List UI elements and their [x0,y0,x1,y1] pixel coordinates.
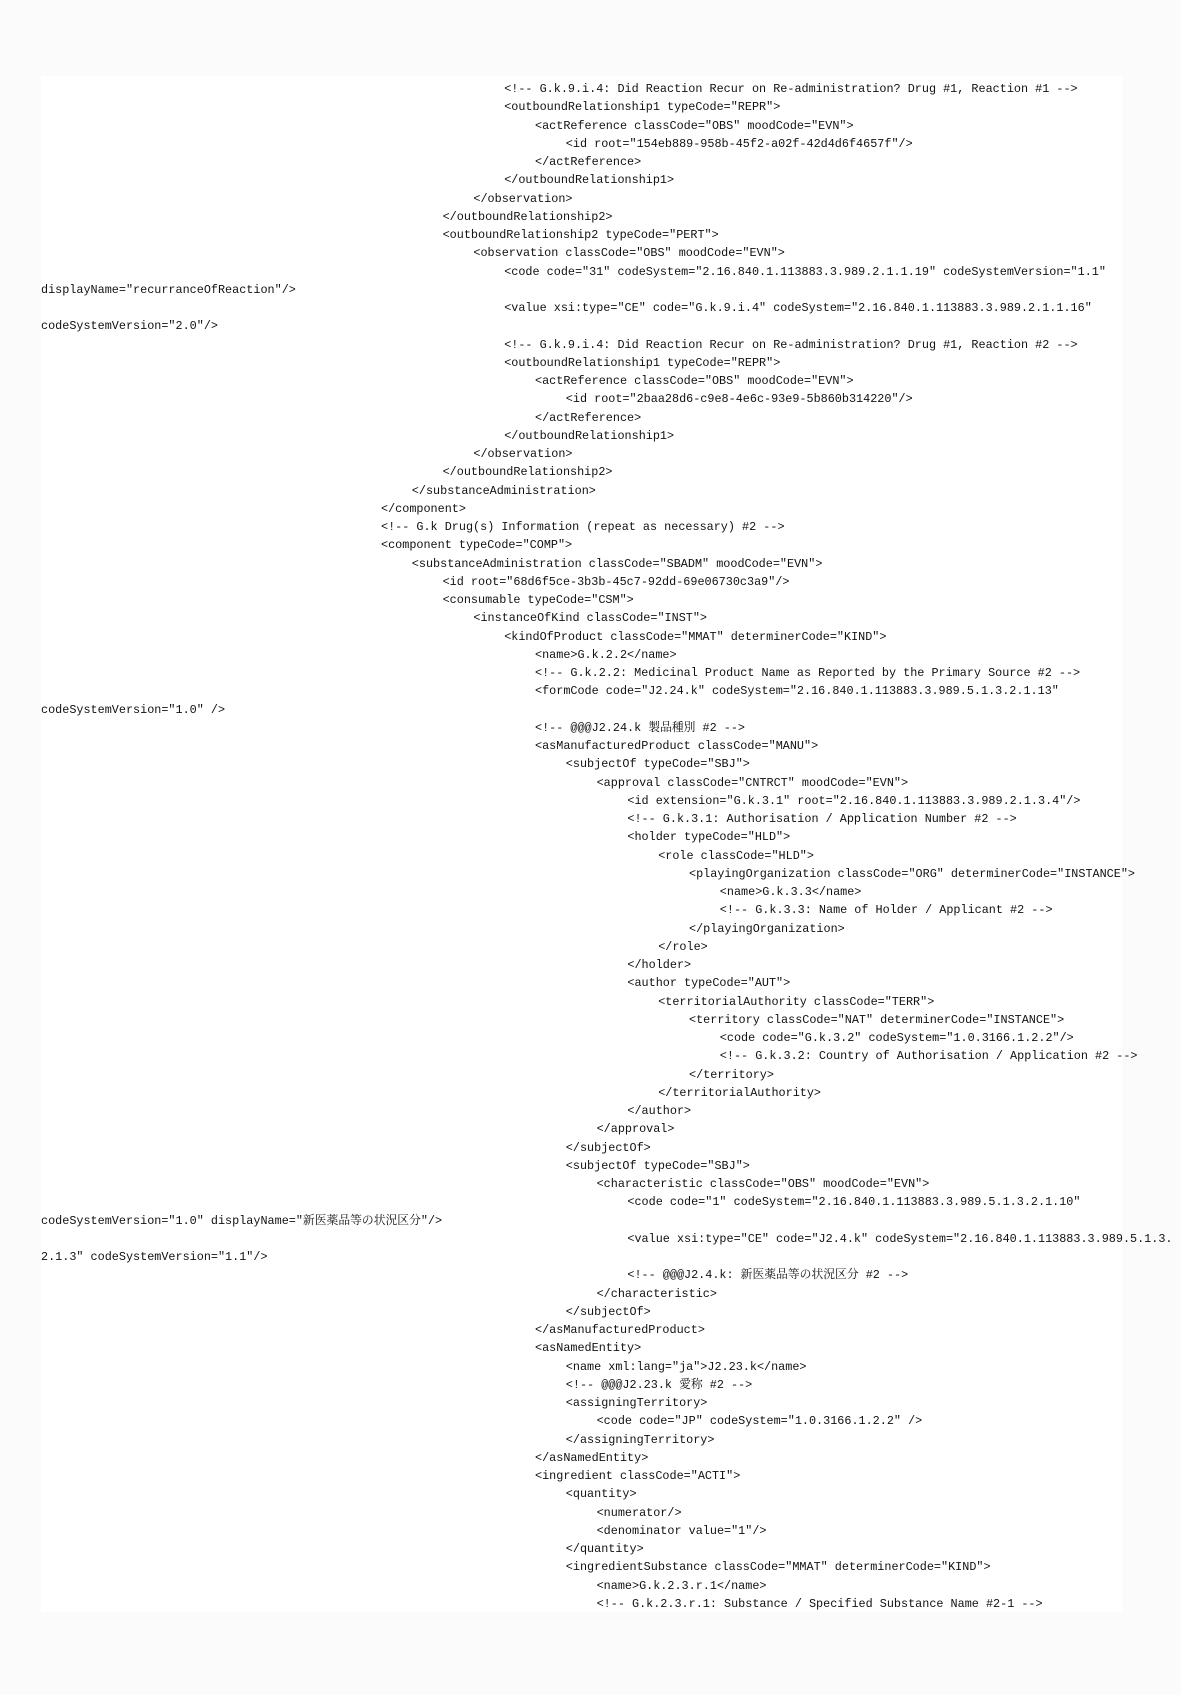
xml-code-line: </outboundRelationship2> [442,209,613,224]
xml-code-line: <id root="154eb889-958b-45f2-a02f-42d4d6f4657f"/> [565,136,913,151]
xml-code-line: <author typeCode="AUT"> [627,976,791,991]
xml-code-line: <outboundRelationship2 typeCode="PERT"> [442,228,719,242]
xml-code-line: <code code="1" codeSystem="2.16.840.1.113883.3.989.5.1.3.2.1.10" [627,1195,1081,1210]
xml-code-line: <asNamedEntity> [535,1341,642,1356]
xml-wrapped-line: 2.1.3" codeSystemVersion="1.1"/> [41,1250,268,1264]
xml-code-line: <approval classCode="CNTRCT" moodCode="EVN"> [596,775,909,790]
xml-code-line: </actReference> [535,410,642,425]
xml-comment-line: <!-- G.k.2.3.r.1: Substance / Specified Substance Name #2-1 --> [596,1596,1043,1611]
xml-code-line: </asNamedEntity> [535,1450,649,1465]
xml-comment-line: <!-- @@@J2.24.k 製品種別 #2 --> [535,720,746,735]
xml-code-line: </territorialAuthority> [658,1085,822,1100]
xml-code-line: <subjectOf typeCode="SBJ"> [565,1158,750,1173]
xml-code-line: <role classCode="HLD"> [658,848,814,863]
xml-code-line: <ingredient classCode="ACTI"> [535,1469,741,1483]
xml-code-line: </asManufacturedProduct> [535,1323,705,1337]
xml-comment-line: <!-- @@@J2.4.k: 新医薬品等の状況区分 #2 --> [627,1268,909,1283]
xml-code-line: <outboundRelationship1 typeCode="REPR"> [504,100,781,115]
xml-code-line: </playingOrganization> [689,921,845,936]
xml-code-line: <id extension="G.k.3.1" root="2.16.840.1.113883.3.989.2.1.3.4"/> [627,793,1081,808]
xml-code-line: <outboundRelationship1 typeCode="REPR"> [504,355,781,370]
xml-code-line: </characteristic> [596,1286,717,1301]
xml-code-line: </approval> [596,1122,675,1137]
xml-code-line: <value xsi:type="CE" code="J2.4.k" codeSystem="2.16.840.1.113883.3.989.5.1.3. [627,1231,1173,1246]
xml-code-line: <value xsi:type="CE" code="G.k.9.i.4" codeSystem="2.16.840.1.113883.3.989.2.1.1.16" [504,301,1092,315]
xml-code-line: <code code="31" codeSystem="2.16.840.1.113883.3.989.2.1.1.19" codeSystemVersion="1.1" [504,264,1106,279]
document-page [41,76,1173,1612]
xml-code-line: <ingredientSubstance classCode="MMAT" determinerCode="KIND"> [565,1560,991,1575]
xml-code-line: <name>G.k.2.2</name> [535,647,677,662]
xml-code-line: <substanceAdministration classCode="SBADM" moodCode="EVN"> [411,556,823,571]
xml-code-line: </outboundRelationship1> [504,173,675,188]
xml-code-line: <quantity> [565,1487,637,1502]
xml-comment-line: <!-- @@@J2.23.k 愛称 #2 --> [565,1377,753,1392]
xml-code-line: <code code="JP" codeSystem="1.0.3166.1.2.2" /> [596,1414,923,1429]
xml-code-line: </subjectOf> [565,1304,651,1319]
xml-code-line: <assigningTerritory> [565,1396,708,1410]
xml-code-line: <observation classCode="OBS" moodCode="EVN"> [473,246,785,261]
xml-code-line: <numerator/> [596,1505,682,1520]
xml-code-line: <actReference classCode="OBS" moodCode="EVN"> [535,118,854,133]
xml-code-line: <characteristic classCode="OBS" moodCode="EVN"> [596,1177,930,1191]
xml-code-line: <asManufacturedProduct classCode="MANU"> [535,739,819,753]
xml-comment-line: <!-- G.k.9.i.4: Did Reaction Recur on Re-administration? Drug #1, Reaction #2 --> [504,337,1078,352]
xml-code-line: </observation> [473,191,573,206]
xml-code-line: <kindOfProduct classCode="MMAT" determinerCode="KIND"> [504,629,887,644]
xml-code-line: <component typeCode="COMP"> [381,538,573,553]
xml-code-line: </role> [658,939,708,954]
xml-comment-line: <!-- G.k.2.2: Medicinal Product Name as Reported by the Primary Source #2 --> [535,666,1081,680]
xml-wrapped-line: codeSystemVersion="1.0" displayName="新医薬品等の状況区分"/> [41,1213,443,1228]
xml-comment-line: <!-- G.k Drug(s) Information (repeat as necessary) #2 --> [381,520,785,534]
xml-code-line: <holder typeCode="HLD"> [627,830,791,845]
xml-wrapped-line: displayName="recurranceOfReaction"/> [41,282,296,297]
xml-code-line: <instanceOfKind classCode="INST"> [473,611,708,626]
xml-code-line: </assigningTerritory> [565,1432,715,1447]
xml-code-line: <territorialAuthority classCode="TERR"> [658,994,935,1009]
xml-wrapped-line: codeSystemVersion="1.0" /> [41,702,226,717]
xml-code-line: </quantity> [565,1542,644,1556]
xml-code-line: </holder> [627,958,692,972]
xml-code-line: <territory classCode="NAT" determinerCode="INSTANCE"> [689,1012,1065,1027]
xml-code-line: <id root="2baa28d6-c9e8-4e6c-93e9-5b860b314220"/> [565,392,913,407]
xml-code-line: </outboundRelationship2> [442,465,613,480]
xml-code-line: <name xml:lang="ja">J2.23.k</name> [565,1359,807,1374]
xml-code-line: <formCode code="J2.24.k" codeSystem="2.16.840.1.113883.3.989.5.1.3.2.1.13" [535,684,1059,699]
xml-comment-line: <!-- G.k.3.1: Authorisation / Application Number #2 --> [627,812,1017,826]
xml-code-line: <subjectOf typeCode="SBJ"> [565,757,750,772]
xml-code-line: <name>G.k.3.3</name> [719,885,862,899]
xml-code-line: <id root="68d6f5ce-3b3b-45c7-92dd-69e06730c3a9"/> [442,574,790,589]
xml-code-line: <playingOrganization classCode="ORG" determinerCode="INSTANCE"> [689,866,1135,881]
xml-comment-line: <!-- G.k.9.i.4: Did Reaction Recur on Re-administration? Drug #1, Reaction #1 --> [504,82,1078,96]
xml-wrapped-line: codeSystemVersion="2.0"/> [41,319,218,334]
xml-code-line: </actReference> [535,155,642,169]
xml-code-line: </component> [381,501,466,516]
xml-code-line: </territory> [689,1067,774,1082]
xml-code-line: <actReference classCode="OBS" moodCode="EVN"> [535,374,854,388]
xml-code-line: <name>G.k.2.3.r.1</name> [596,1578,767,1593]
xml-code-line: </author> [627,1104,692,1118]
xml-code-line: <code code="G.k.3.2" codeSystem="1.0.3166.1.2.2"/> [719,1031,1074,1045]
xml-code-line: </outboundRelationship1> [504,428,675,443]
xml-code-line: </observation> [473,447,573,461]
xml-comment-line: <!-- G.k.3.3: Name of Holder / Applicant #2 --> [719,903,1053,918]
xml-code-line: <consumable typeCode="CSM"> [442,593,634,607]
xml-code-line: </subjectOf> [565,1140,651,1155]
xml-code-line: <denominator value="1"/> [596,1523,767,1538]
xml-comment-line: <!-- G.k.3.2: Country of Authorisation / Application #2 --> [719,1049,1138,1064]
xml-code-line: </substanceAdministration> [411,483,596,498]
